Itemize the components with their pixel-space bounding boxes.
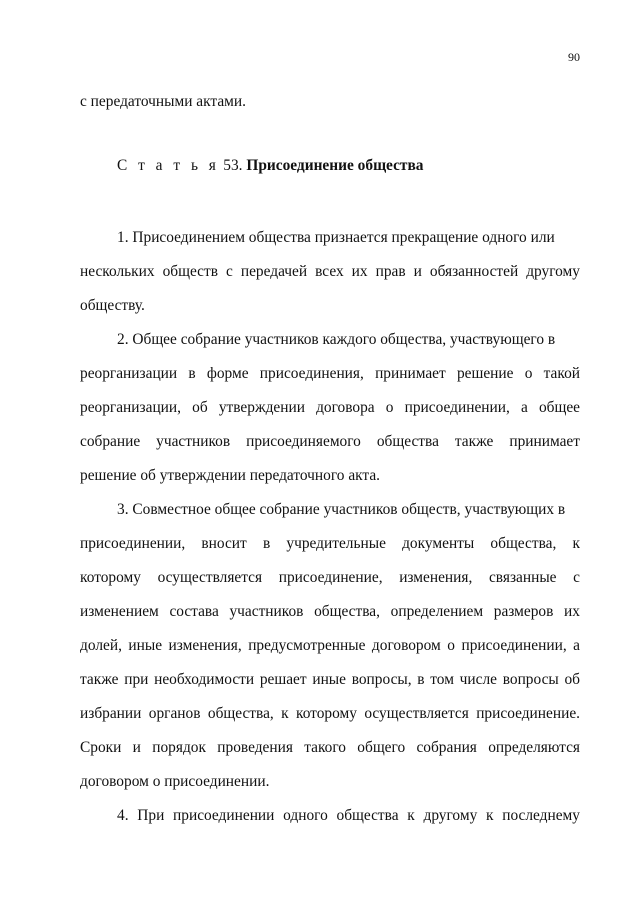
paragraph-3-line-2: присоединении, вносит в учредительные документы общества, к <box>80 535 580 552</box>
paragraph-2-line-1: 2. Общее собрание участников каждого общества, участвующего в <box>117 331 556 348</box>
article-heading <box>117 157 423 175</box>
paragraph-3-line-1: 3. Совместное общее собрание участников обществ, участвующих в <box>117 501 566 518</box>
paragraph-3-line-8: Сроки и порядок проведения такого общего собрания определяются <box>80 739 580 756</box>
paragraph-1-line-3: обществу. <box>80 297 145 314</box>
article-label: С т а т ь я <box>117 157 220 174</box>
paragraph-3-line-3: которому осуществляется присоединение, изменения, связанные с <box>80 569 580 586</box>
text-line: с передаточными актами. <box>80 93 246 110</box>
paragraph-3-line-4: изменением состава участников общества, определением размеров их <box>80 603 580 620</box>
paragraph-1-line-1: 1. Присоединением общества признается прекращение одного или <box>117 229 555 246</box>
paragraph-3-line-9: договором о присоединении. <box>80 773 270 790</box>
paragraph-2-line-3: реорганизации, об утверждении договора о присоединении, а общее <box>80 399 580 416</box>
paragraph-2-line-5: решение об утверждении передаточного акта. <box>80 467 381 484</box>
article-title: Присоединение общества <box>246 157 424 174</box>
paragraph-1-line-2: нескольких обществ с передачей всех их прав и обязанностей другому <box>80 263 580 280</box>
paragraph-3-line-5: долей, иные изменения, предусмотренные договором о присоединении, а <box>80 637 580 654</box>
paragraph-3-line-7: избрании органов общества, к которому осуществляется присоединение. <box>80 705 580 722</box>
page-number: 90 <box>568 50 580 64</box>
paragraph-2-line-4: собрание участников присоединяемого общества также принимает <box>80 433 580 450</box>
paragraph-3-line-6: также при необходимости решает иные вопросы, в том числе вопросы об <box>80 671 580 688</box>
paragraph-2-line-2: реорганизации в форме присоединения, принимает решение о такой <box>80 365 580 382</box>
article-number: 53. <box>223 157 243 174</box>
paragraph-4-line-1: 4. При присоединении одного общества к другому к последнему <box>117 807 580 824</box>
